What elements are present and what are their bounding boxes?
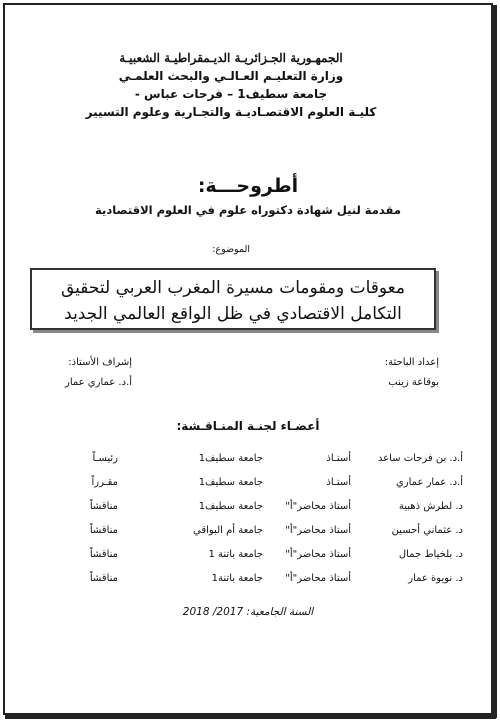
university-line: جامعة سطيف1 – فرحات عباس - — [134, 87, 328, 101]
supervised-by — [65, 353, 132, 393]
thesis-subtitle: مقدمة لنيل شهادة دكتوراه علوم في العلوم الاقتصادية — [95, 203, 401, 217]
committee-row — [53, 549, 463, 573]
member-name: أ.د. بن فرحات ساعد — [377, 453, 463, 464]
member-rank: أستاذ محاضر"أ" — [285, 525, 351, 536]
member-name: د. لطرش ذهبية — [398, 501, 463, 512]
committee-title: أعضـاء لجنـة المنـاقـشة: — [176, 419, 320, 433]
faculty-line: كليـة العلوم الاقتصـاديـة والتجـارية وعلوم التسيير — [85, 105, 377, 119]
member-role: مناقشاً — [89, 501, 118, 512]
committee-row — [53, 477, 463, 501]
institution-header — [81, 49, 381, 121]
academic-year: السنة الجامعية: 2017/ 2018 — [182, 606, 314, 618]
prepared-label: إعداد الباحثة: — [384, 357, 439, 368]
member-rank: أستـاذ — [326, 477, 351, 488]
committee-row — [53, 573, 463, 597]
member-name: د. عثماني أحسين — [391, 525, 463, 536]
member-role: مناقشاً — [89, 525, 118, 536]
thesis-heading: أطروحـــة: — [197, 175, 299, 197]
ministry-line: وزارة التعليـم العـالـي والبحث العلمـي — [118, 69, 344, 83]
supervision-label: إشراف الأستاذ: — [68, 357, 133, 368]
topic-label: الموضوع: — [212, 244, 250, 255]
title-line-1: معوقات ومقومات مسيرة المغرب العربي لتحقيق — [61, 278, 405, 298]
title-box — [30, 268, 436, 330]
member-university: جامعة باتنة 1 — [208, 549, 263, 560]
member-role: مقـرراً — [91, 477, 118, 488]
member-rank: أستـاذ — [326, 453, 351, 464]
member-name: د. بلخياط جمال — [398, 549, 463, 560]
member-university: جامعة أم البواقي — [193, 525, 263, 536]
title-line-2: التكامل الاقتصادي في ظل الواقع العالمي الجديد — [64, 304, 402, 324]
committee-row — [53, 501, 463, 525]
member-name: د. نويوة عمار — [408, 573, 463, 584]
member-university: جامعة سطيف1 — [198, 453, 263, 464]
member-name: أ.د. عمار عماري — [395, 477, 463, 488]
member-rank: أستاذ محاضر"أ" — [285, 573, 351, 584]
member-role: مناقشاً — [89, 573, 118, 584]
member-rank: أستاذ محاضر"أ" — [285, 501, 351, 512]
member-role: مناقشاً — [89, 549, 118, 560]
member-rank: أستاذ محاضر"أ" — [285, 549, 351, 560]
thesis-cover-page — [3, 3, 493, 715]
republic-line: الجمهـورية الجـزائريـة الديـمقراطيـة الشعبيـة — [119, 51, 343, 65]
committee-row — [53, 525, 463, 549]
thesis-block — [5, 175, 491, 217]
member-role: رئيسـاً — [92, 453, 118, 464]
supervision-name: أ.د. عماري عمار — [65, 377, 133, 388]
committee-list — [53, 453, 463, 597]
member-university: جامعة باتنة1 — [211, 573, 263, 584]
committee-row — [53, 453, 463, 477]
member-university: جامعة سطيف1 — [198, 477, 263, 488]
prepared-by — [385, 353, 439, 393]
member-university: جامعة سطيف1 — [198, 501, 263, 512]
prepared-name: بوقاعة زينب — [388, 377, 439, 388]
